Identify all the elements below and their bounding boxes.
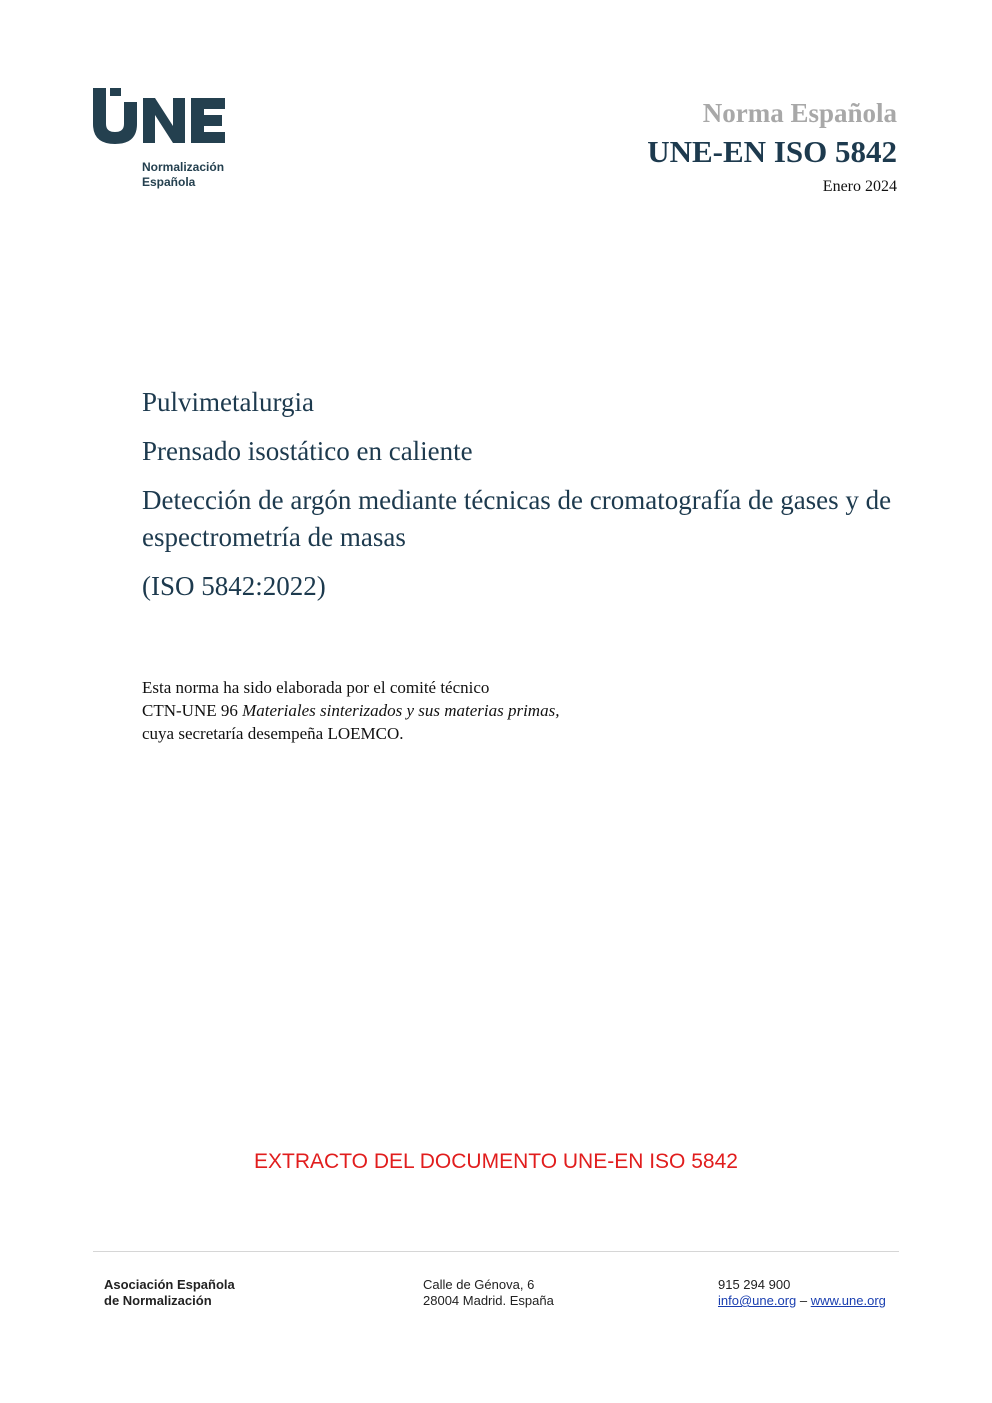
- title-line-3: Detección de argón mediante técnicas de cromatografía de gases y de espectrometría de masas: [142, 485, 892, 552]
- footer-org-line1: Asociación Española: [104, 1277, 235, 1292]
- footer-link-separator: –: [799, 1293, 808, 1308]
- committee-line-3: cuya secretaría desempeña LOEMCO.: [142, 724, 404, 743]
- footer-organization: [104, 1277, 235, 1309]
- committee-name: Materiales sinterizados y sus materias primas,: [242, 701, 560, 720]
- footer-address-line2: 28004 Madrid. España: [423, 1293, 554, 1308]
- footer-email-link[interactable]: info@une.org: [718, 1293, 797, 1308]
- footer-contact: [718, 1277, 886, 1309]
- logo-subtitle: [142, 160, 224, 190]
- footer-divider: [93, 1251, 899, 1252]
- extract-notice: EXTRACTO DEL DOCUMENTO UNE-EN ISO 5842: [254, 1150, 738, 1173]
- logo-subtitle-line1: Normalización: [142, 160, 225, 174]
- une-logo-mark: [93, 88, 227, 144]
- une-logo: [93, 88, 243, 198]
- title-line-2: Prensado isostático en caliente: [142, 436, 473, 466]
- standard-label: Norma Española: [702, 98, 897, 128]
- committee-statement: [142, 676, 842, 745]
- standard-header: [647, 96, 897, 196]
- title-line-1: Pulvimetalurgia: [142, 387, 314, 417]
- footer-website-link[interactable]: www.une.org: [810, 1293, 886, 1308]
- logo-subtitle-line2: Española: [142, 175, 196, 189]
- footer-address-line1: Calle de Génova, 6: [423, 1277, 535, 1292]
- committee-code: CTN-UNE 96: [142, 701, 243, 720]
- footer-links: [718, 1293, 886, 1309]
- footer-address: [423, 1277, 554, 1309]
- committee-line-1: Esta norma ha sido elaborada por el comité técnico: [142, 678, 490, 697]
- committee-line-2: [142, 699, 842, 722]
- standard-code: UNE-EN ISO 5842: [647, 134, 897, 169]
- document-titles: [142, 384, 902, 617]
- footer-phone: 915 294 900: [718, 1277, 791, 1292]
- footer-org-line2: de Normalización: [104, 1293, 212, 1308]
- standard-date: Enero 2024: [822, 178, 897, 195]
- title-line-4: (ISO 5842:2022): [142, 571, 326, 601]
